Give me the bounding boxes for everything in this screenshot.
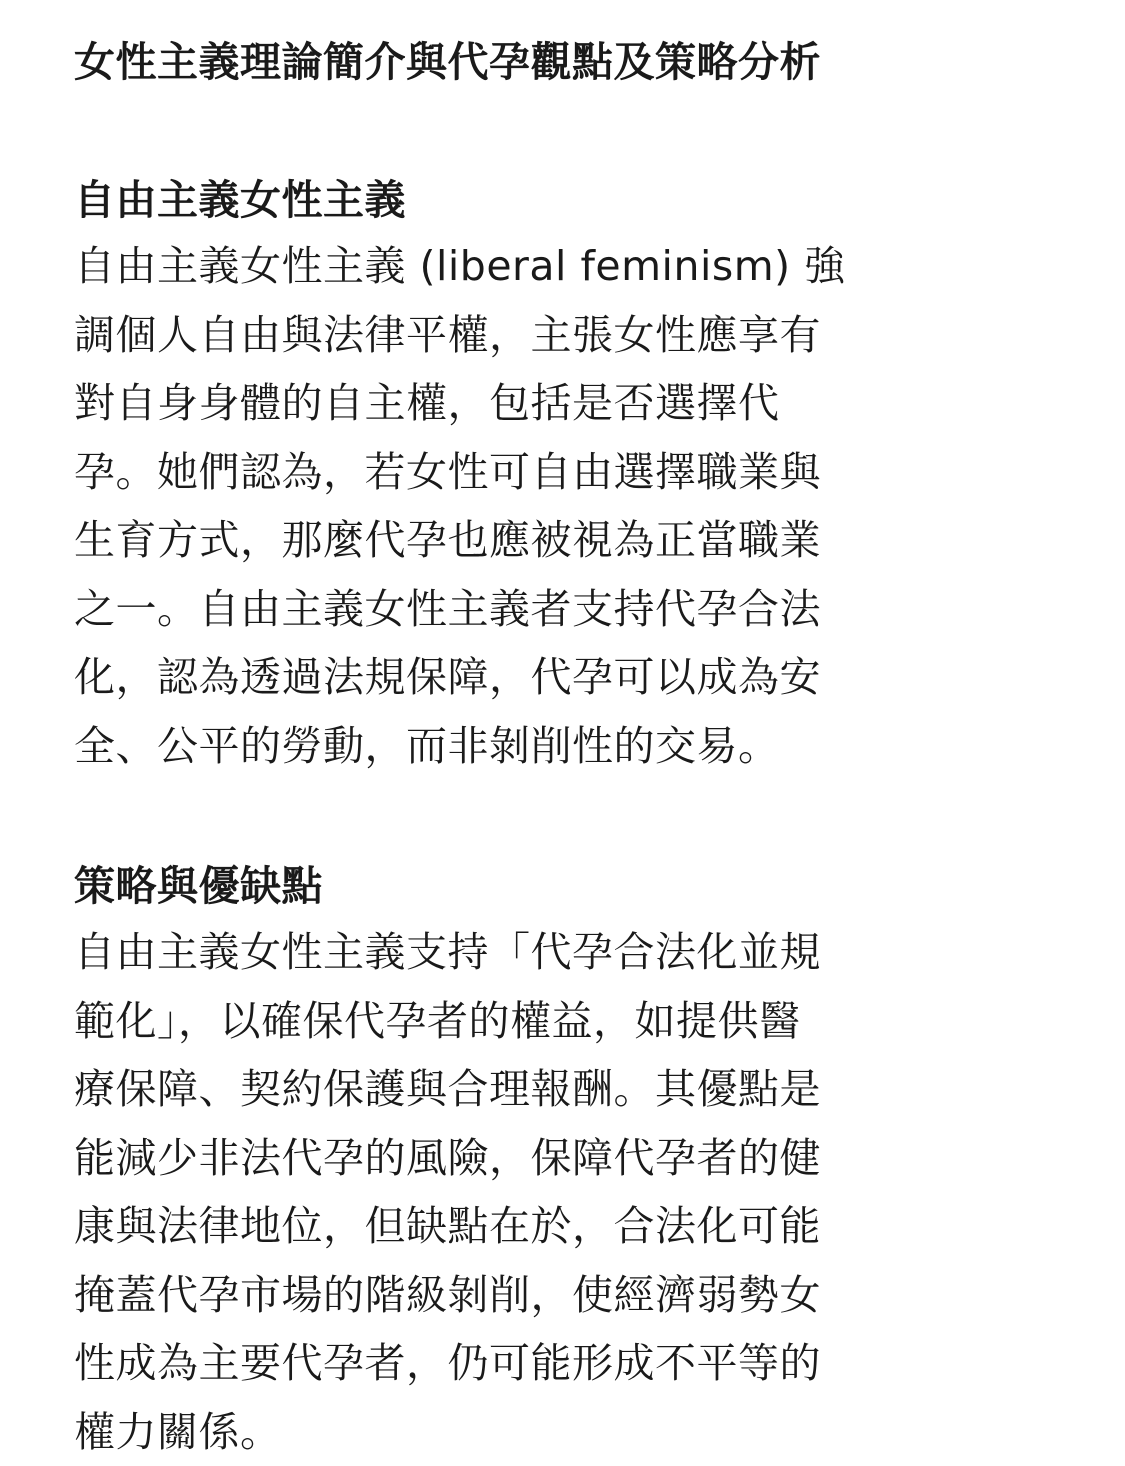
paragraph-line: 全、公平的勞動，而非剝削性的交易。 <box>74 712 986 781</box>
section-heading: 策略與優缺點 <box>74 854 986 918</box>
paragraph-line: 療保障、契約保護與合理報酬。其優點是 <box>74 1055 986 1124</box>
section-strategy <box>74 854 986 1466</box>
paragraph-line: 掩蓋代孕市場的階級剝削，使經濟弱勢女 <box>74 1261 986 1330</box>
document <box>74 30 986 1466</box>
paragraph-line: 自由主義女性主義 (liberal feminism) 強 <box>74 232 986 301</box>
paragraph-line: 化，認為透過法規保障，代孕可以成為安 <box>74 643 986 712</box>
paragraph-line: 性成為主要代孕者，仍可能形成不平等的 <box>74 1329 986 1398</box>
paragraph-line: 自由主義女性主義支持「代孕合法化並規 <box>74 918 986 987</box>
paragraph-line: 康與法律地位，但缺點在於，合法化可能 <box>74 1192 986 1261</box>
paragraph-line: 對自身身體的自主權，包括是否選擇代 <box>74 369 986 438</box>
paragraph-line: 孕。她們認為，若女性可自由選擇職業與 <box>74 438 986 507</box>
section-paragraph <box>74 918 986 1466</box>
document-title: 女性主義理論簡介與代孕觀點及策略分析 <box>74 30 986 94</box>
paragraph-line: 生育方式，那麼代孕也應被視為正當職業 <box>74 506 986 575</box>
paragraph-line: 能減少非法代孕的風險，保障代孕者的健 <box>74 1124 986 1193</box>
section-paragraph <box>74 232 986 780</box>
paragraph-line: 之一。自由主義女性主義者支持代孕合法 <box>74 575 986 644</box>
paragraph-line: 權力關係。 <box>74 1398 986 1466</box>
paragraph-line: 調個人自由與法律平權，主張女性應享有 <box>74 301 986 370</box>
section-heading: 自由主義女性主義 <box>74 168 986 232</box>
paragraph-line: 範化」，以確保代孕者的權益，如提供醫 <box>74 987 986 1056</box>
section-liberal-feminism <box>74 168 986 780</box>
